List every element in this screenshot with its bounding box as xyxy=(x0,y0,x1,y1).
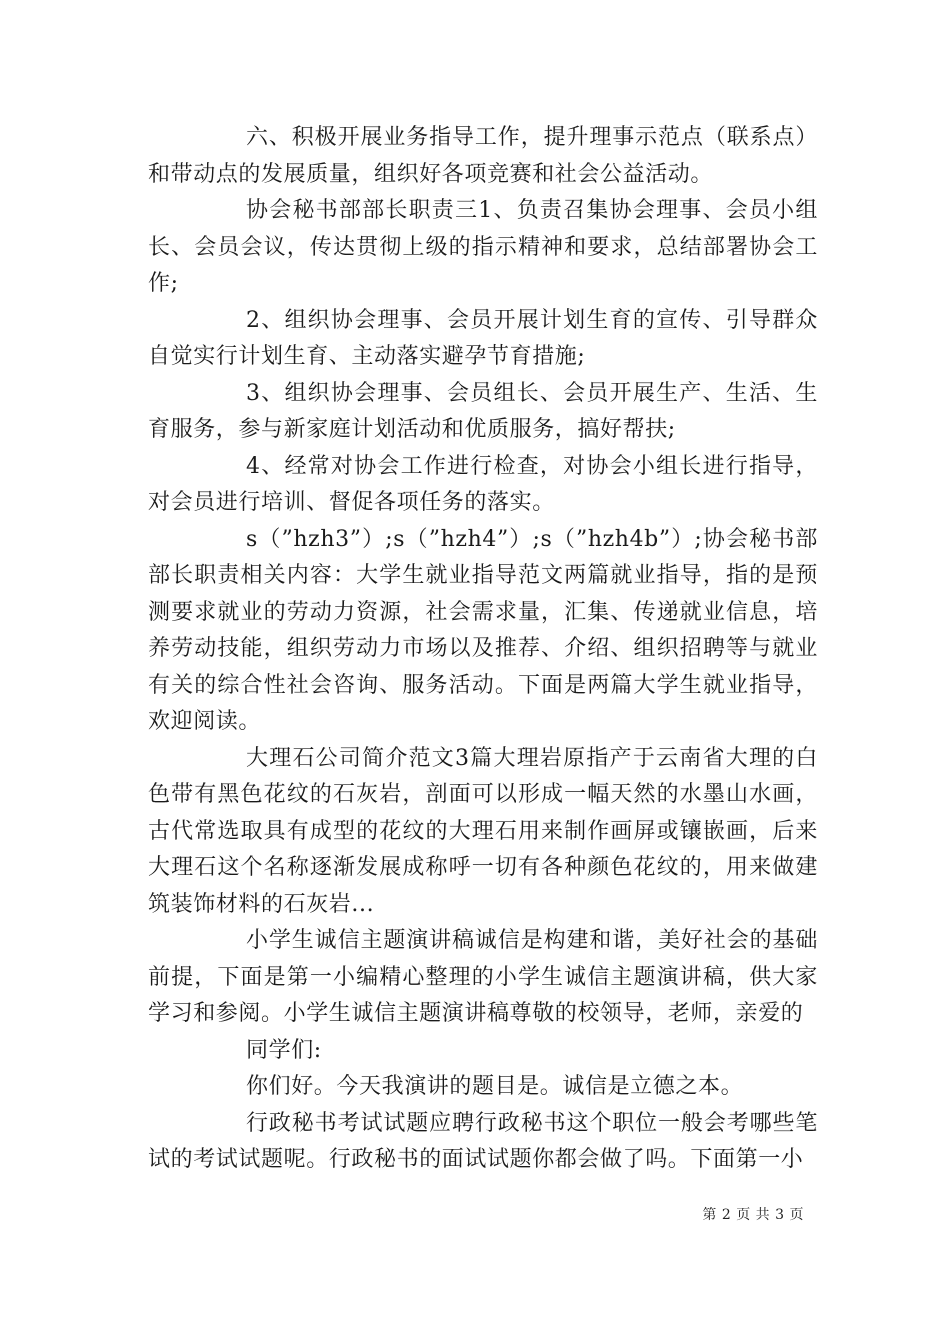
paragraph: 六、积极开展业务指导工作，提升理事示范点（联系点）和带动点的发展质量，组织好各项竞赛和社会公益活动。 xyxy=(148,125,818,187)
page-number-footer: 第 2 页 共 3 页 xyxy=(702,1207,804,1223)
paragraph: s（”hzh3”）;s（”hzh4”）;s（”hzh4b”）;协会秘书部部长职责相关内容：大学生就业指导范文两篇就业指导，指的是预测要求就业的劳动力资源，社会需求量，汇集、传递就业信息，培养劳动技能，组织劳动力市场以及推荐、介绍、组织招聘等与就业有关的综合性社会咨询、服务活动。下面是两篇大学生就业指导，欢迎阅读。 xyxy=(148,526,818,734)
document-body xyxy=(148,120,818,1179)
paragraph: 2、组织协会理事、会员开展计划生育的宣传、引导群众自觉实行计划生育、主动落实避孕节育措施; xyxy=(148,307,818,369)
paragraph: 同学们: xyxy=(246,1037,322,1063)
paragraph: 你们好。今天我演讲的题目是。诚信是立德之本。 xyxy=(246,1074,744,1099)
paragraph: 大理石公司简介范文3篇大理岩原指产于云南省大理的白色带有黑色花纹的石灰岩，剖面可以形成一幅天然的水墨山水画，古代常选取具有成型的花纹的大理石用来制作画屏或镶嵌画，后来大理石这个名称逐渐发展成称呼一切有各种颜色花纹的，用来做建筑装饰材料的石灰岩... xyxy=(148,745,818,917)
paragraph: 协会秘书部部长职责三1、负责召集协会理事、会员小组长、会员会议，传达贯彻上级的指示精神和要求，总结部署协会工作; xyxy=(148,198,818,296)
paragraph: 4、经常对协会工作进行检查，对协会小组长进行指导，对会员进行培训、督促各项任务的落实。 xyxy=(148,453,818,515)
paragraph: 3、组织协会理事、会员组长、会员开展生产、生活、生育服务，参与新家庭计划活动和优质服务，搞好帮扶; xyxy=(148,380,818,442)
paragraph: 行政秘书考试试题应聘行政秘书这个职位一般会考哪些笔试的考试试题呢。行政秘书的面试试题你都会做了吗。下面第一小 xyxy=(148,1110,818,1172)
paragraph: 小学生诚信主题演讲稿诚信是构建和谐，美好社会的基础前提，下面是第一小编精心整理的小学生诚信主题演讲稿，供大家学习和参阅。小学生诚信主题演讲稿尊敬的校领导，老师，亲爱的 xyxy=(148,928,818,1026)
